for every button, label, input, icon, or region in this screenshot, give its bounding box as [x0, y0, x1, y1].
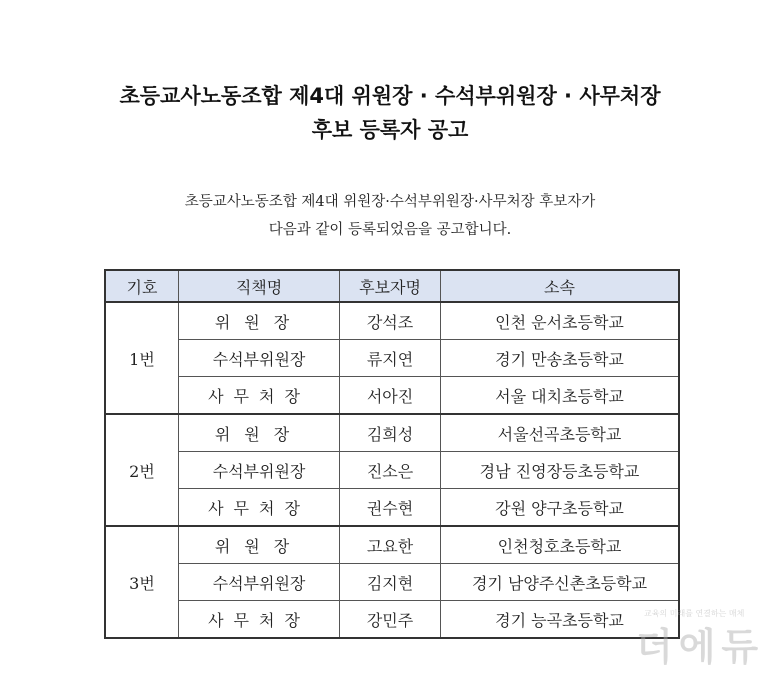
affiliation-cell: 경기 능곡초등학교	[441, 601, 680, 639]
table-row	[105, 340, 679, 377]
position-cell: 수석부위원장	[179, 340, 340, 377]
candidate-name-cell: 강민주	[340, 601, 441, 639]
candidate-name-cell: 강석조	[340, 302, 441, 340]
document-subtitle: 후보 등록자 공고	[311, 118, 469, 142]
candidate-name-cell: 김지현	[340, 564, 441, 601]
candidate-name-cell: 김희성	[340, 414, 441, 452]
watermark-tagline: 교육의 미래를 연결하는 매체	[644, 609, 745, 618]
affiliation-cell: 강원 양구초등학교	[441, 489, 680, 527]
candidate-name-cell: 진소은	[340, 452, 441, 489]
affiliation-cell: 경남 진영장등초등학교	[441, 452, 680, 489]
table-row	[105, 526, 679, 564]
table-row	[105, 452, 679, 489]
candidate-name-cell: 류지연	[340, 340, 441, 377]
candidate-number: 3번	[105, 526, 179, 638]
header-number: 기호	[105, 270, 179, 302]
intro-text-line-1: 초등교사노동조합 제4대 위원장·수석부위원장·사무처장 후보자가	[184, 194, 596, 210]
candidate-name-cell: 서아진	[340, 377, 441, 415]
watermark-logo-text: 더에듀	[636, 625, 765, 669]
header-position: 직책명	[179, 270, 340, 302]
candidate-number: 2번	[105, 414, 179, 526]
candidate-number: 1번	[105, 302, 179, 414]
position-cell: 사무처장	[179, 601, 340, 639]
candidate-table	[104, 269, 680, 639]
header-affiliation: 소속	[441, 270, 680, 302]
affiliation-cell: 서울 대치초등학교	[441, 377, 680, 415]
header-candidate-name: 후보자명	[340, 270, 441, 302]
affiliation-cell: 경기 남양주신촌초등학교	[441, 564, 680, 601]
table-row	[105, 302, 679, 340]
position-cell: 사무처장	[179, 377, 340, 415]
position-cell: 위원장	[179, 302, 340, 340]
intro-text-line-2: 다음과 같이 등록되었음을 공고합니다.	[268, 222, 512, 238]
candidate-name-cell: 고요한	[340, 526, 441, 564]
position-cell: 사무처장	[179, 489, 340, 527]
table-row	[105, 489, 679, 527]
table-row	[105, 601, 679, 639]
affiliation-cell: 서울선곡초등학교	[441, 414, 680, 452]
position-cell: 수석부위원장	[179, 452, 340, 489]
affiliation-cell: 인천청호초등학교	[441, 526, 680, 564]
affiliation-cell: 경기 만송초등학교	[441, 340, 680, 377]
affiliation-cell: 인천 운서초등학교	[441, 302, 680, 340]
table-row	[105, 564, 679, 601]
position-cell: 수석부위원장	[179, 564, 340, 601]
table-row	[105, 377, 679, 415]
publisher-watermark	[636, 606, 776, 669]
position-cell: 위원장	[179, 526, 340, 564]
position-cell: 위원장	[179, 414, 340, 452]
table-row	[105, 414, 679, 452]
document-title: 초등교사노동조합 제4대 위원장 · 수석부위원장 · 사무처장	[119, 84, 661, 108]
table-header-row	[105, 270, 679, 302]
candidate-name-cell: 권수현	[340, 489, 441, 527]
